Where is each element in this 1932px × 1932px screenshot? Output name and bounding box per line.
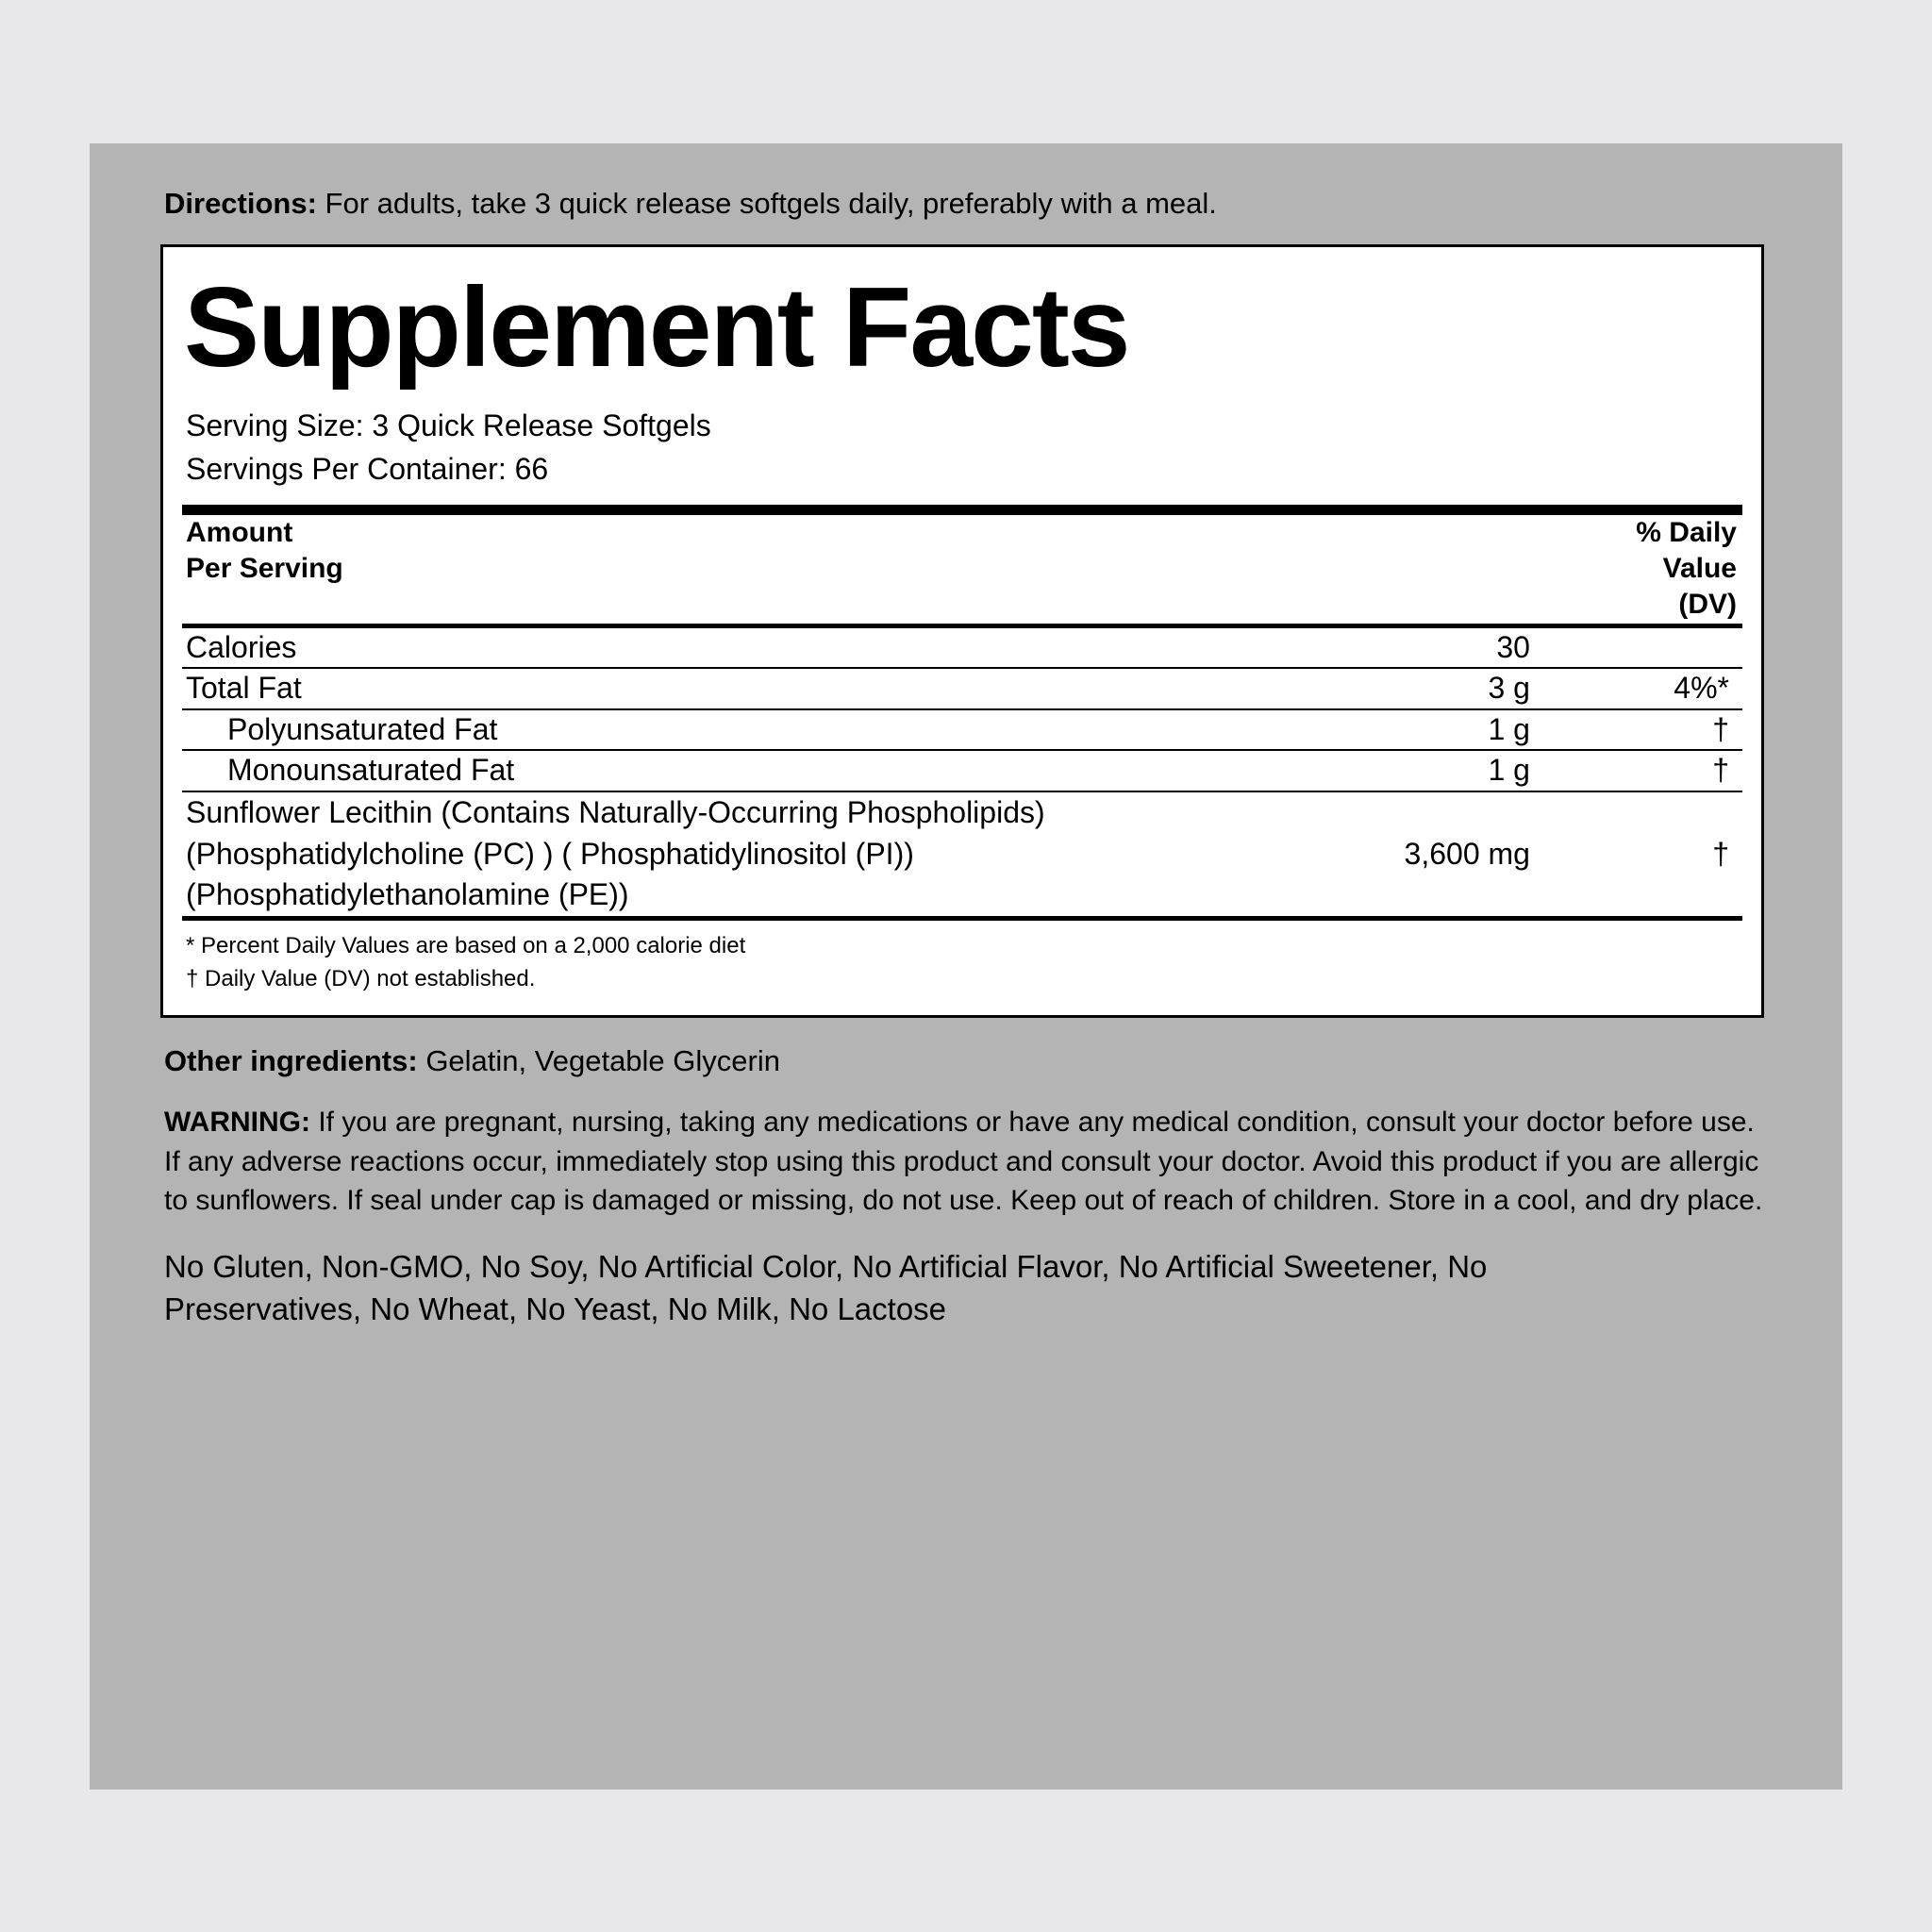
nutrient-name: Polyunsaturated Fat <box>227 711 498 746</box>
supplement-label-card <box>90 143 1842 1790</box>
amount-per-serving-header <box>182 515 1274 624</box>
nutrient-amount: 1 g <box>1488 753 1530 788</box>
footnote-daily-values: * Percent Daily Values are based on a 2,000 calorie diet <box>186 932 746 958</box>
footnote-dv-not-established: † Daily Value (DV) not established. <box>186 965 536 991</box>
divider-thick-top <box>182 505 1742 515</box>
directions-text: For adults, take 3 quick release softgels daily, preferably with a meal. <box>316 187 1217 220</box>
lecithin-line-3: (Phosphatidylethanolamine (PE)) <box>186 877 629 912</box>
other-ingredients-label: Other ingredients: <box>164 1043 418 1077</box>
nutrient-dv <box>1540 628 1742 669</box>
lecithin-name <box>182 792 1274 916</box>
other-ingredients-line <box>160 1042 1772 1080</box>
nutrient-name: Monounsaturated Fat <box>227 753 515 788</box>
warning-paragraph <box>160 1103 1772 1220</box>
nutrient-amount: 3 g <box>1488 671 1530 706</box>
nutrient-dv: † <box>1712 711 1729 746</box>
directions-line <box>160 186 1772 223</box>
nutrient-amount: 1 g <box>1488 711 1530 746</box>
servings-per-container: Servings Per Container: 66 <box>186 452 549 487</box>
table-row <box>182 792 1742 916</box>
table-row <box>182 710 1742 751</box>
dv-header-line1: % Daily <box>1636 516 1737 548</box>
daily-value-header <box>1540 515 1742 624</box>
nutrient-amount: 30 <box>1496 629 1530 664</box>
table-row <box>182 751 1742 791</box>
nutrient-dv: 4%* <box>1674 671 1729 706</box>
serving-size: Serving Size: 3 Quick Release Softgels <box>186 408 711 442</box>
dv-header-line3: (DV) <box>1678 589 1737 621</box>
header-spacer <box>1274 515 1540 624</box>
amount-header-line2: Per Serving <box>186 552 343 584</box>
free-from-claims: No Gluten, Non-GMO, No Soy, No Artificial Color, No Artificial Flavor, No Artificial Sweetener, No Preservatives, No Wheat, No Yeast, No Milk, No Lactose <box>164 1249 1488 1326</box>
warning-text: If you are pregnant, nursing, taking any medications or have any medical condition, consult your doctor before use. If any adverse reactions occur, immediately stop using this product and consult your doctor. Avoid this product if you are allergic to sunflowers. If seal under cap is damaged or missing, do not use. Keep out of reach of children. Store in a cool, and dry place. <box>164 1107 1763 1216</box>
nutrient-name: Total Fat <box>186 671 302 706</box>
lecithin-dv: † <box>1712 836 1729 871</box>
nutrition-rows-table <box>182 628 1742 916</box>
table-row <box>182 628 1742 669</box>
amount-header-line1: Amount <box>186 516 293 548</box>
lecithin-line-1: Sunflower Lecithin (Contains Naturally-Occurring Phospholipids) <box>186 795 1045 830</box>
nutrient-dv: † <box>1712 753 1729 788</box>
label-content <box>160 186 1772 1330</box>
divider-medium-bottom <box>182 916 1742 921</box>
nutrient-name: Calories <box>186 629 297 664</box>
lecithin-amount: 3,600 mg <box>1404 836 1530 871</box>
warning-label: WARNING: <box>164 1107 310 1139</box>
table-header-row <box>182 515 1742 624</box>
nutrition-table <box>182 515 1742 624</box>
supplement-facts-panel <box>160 244 1764 1018</box>
other-ingredients-text: Gelatin, Vegetable Glycerin <box>417 1043 780 1077</box>
directions-label: Directions: <box>164 187 317 220</box>
dv-header-line2: Value <box>1662 552 1737 584</box>
supplement-facts-title: Supplement Facts <box>184 263 1129 391</box>
table-row <box>182 669 1742 709</box>
lecithin-line-2: (Phosphatidylcholine (PC) ) ( Phosphatidylinositol (PI)) <box>186 836 914 871</box>
